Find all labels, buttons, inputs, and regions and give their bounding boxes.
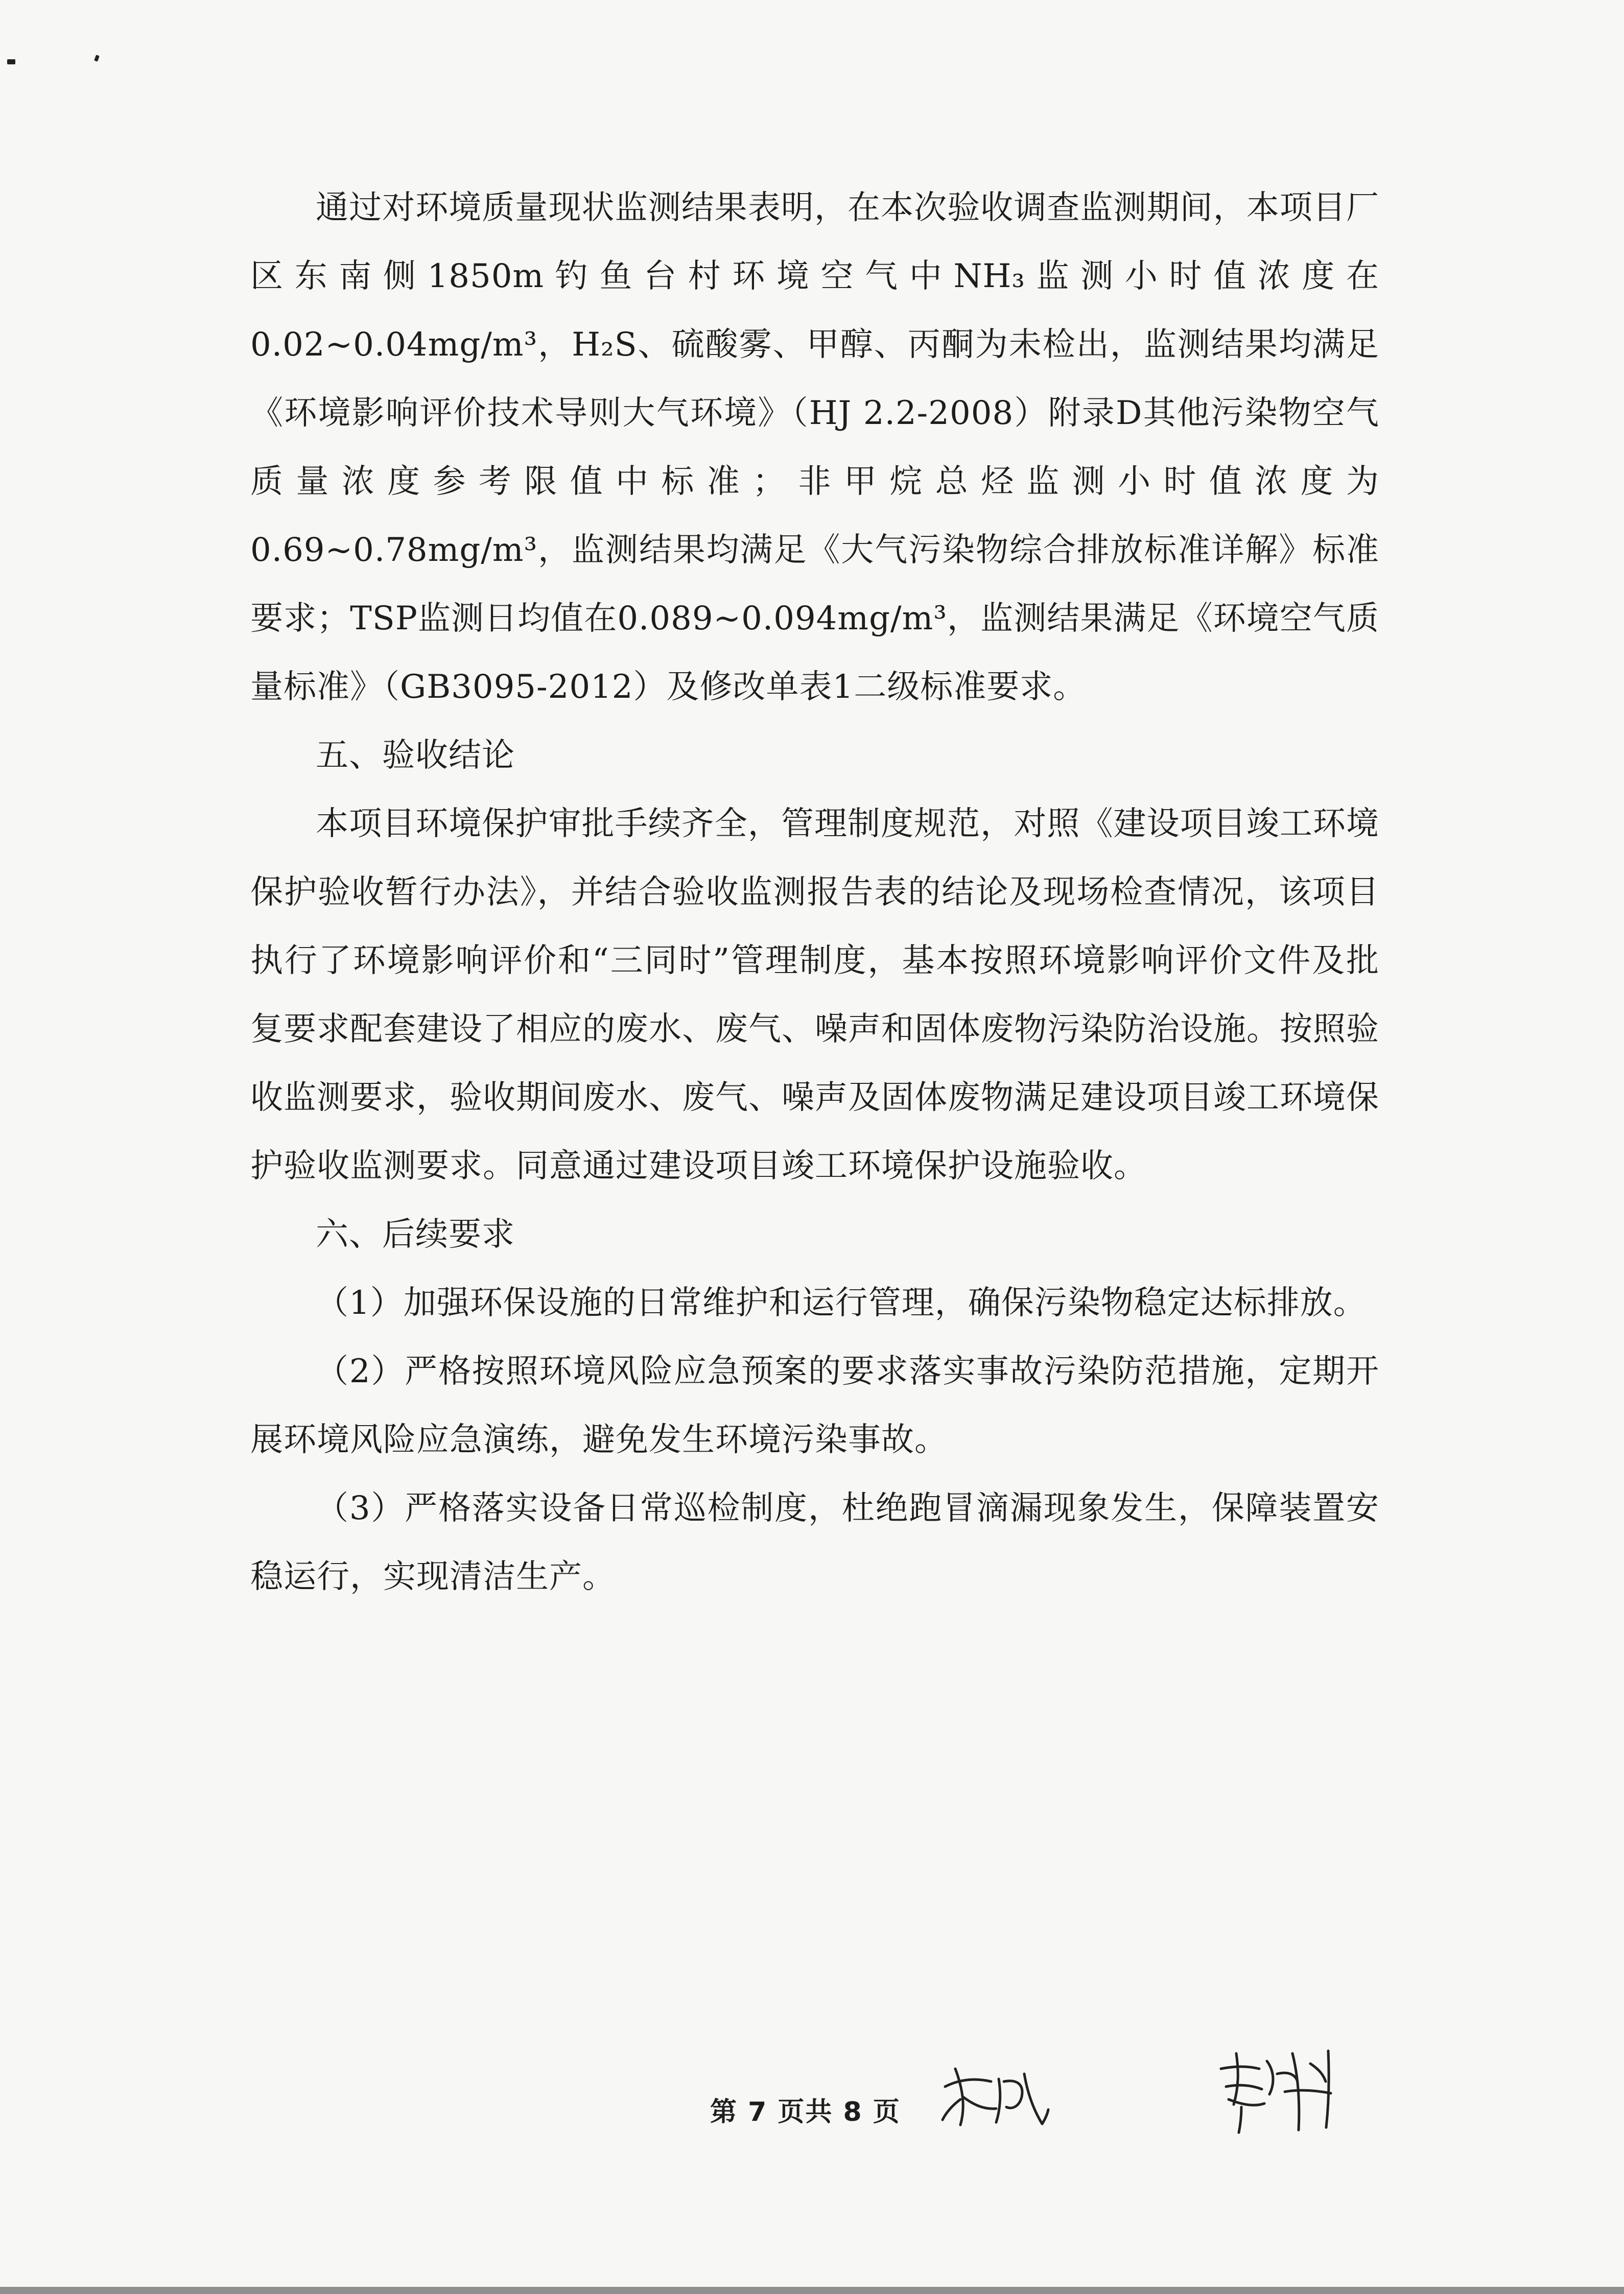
document-body [250,174,1379,1611]
handwritten-signature-2 [1211,2043,1344,2140]
scan-bottom-edge [0,2287,1624,2294]
scan-artifact-mark [7,59,15,64]
followup-item-2: （2）严格按照环境风险应急预案的要求落实事故污染防范措施，定期开展环境风险应急演练，避免发生环境污染事故。 [250,1353,1379,1459]
scan-artifact-mark [94,55,100,62]
handwritten-signature-1 [935,2059,1052,2135]
section-heading-followup: 六、后续要求 [316,1216,515,1254]
followup-item-3: （3）严格落实设备日常巡检制度，杜绝跑冒滴漏现象发生，保障装置安稳运行，实现清洁生产。 [250,1489,1379,1596]
page-number-footer: 第 7 页共 8 页 [710,2097,901,2127]
followup-item-1: （1）加强环保设施的日常维护和运行管理，确保污染物稳定达标排放。 [316,1284,1367,1322]
paragraph-acceptance-conclusion: 本项目环境保护审批手续齐全，管理制度规范，对照《建设项目竣工环境保护验收暂行办法》，并结合验收监测报告表的结论及现场检查情况，该项目执行了环境影响评价和“三同时”管理制度，基本按照环境影响评价文件及批复要求配套建设了相应的废水、废气、噪声和固体废物污染防治设施。按照验收监测要求，验收期间废水、废气、噪声及固体废物满足建设项目竣工环境保护验收监测要求。同意通过建设项目竣工环境保护设施验收。 [250,805,1379,1185]
section-heading-conclusion: 五、验收结论 [316,737,515,774]
paragraph-monitoring-results: 通过对环境质量现状监测结果表明，在本次验收调查监测期间，本项目厂区东南侧1850m钓鱼台村环境空气中NH₃监测小时值浓度在0.02~0.04mg/m³，H₂S、硫酸雾、甲醇、丙酮为未检出，监测结果均满足《环境影响评价技术导则大气环境》（HJ 2.2-2008）附录D其他污染物空气质量浓度参考限值中标准；非甲烷总烃监测小时值浓度为0.69~0.78mg/m³，监测结果均满足《大气污染物综合排放标准详解》标准要求；TSP监测日均值在0.089~0.094mg/m³，监测结果满足《环境空气质量标准》（GB3095-2012）及修改单表1二级标准要求。 [250,189,1379,706]
